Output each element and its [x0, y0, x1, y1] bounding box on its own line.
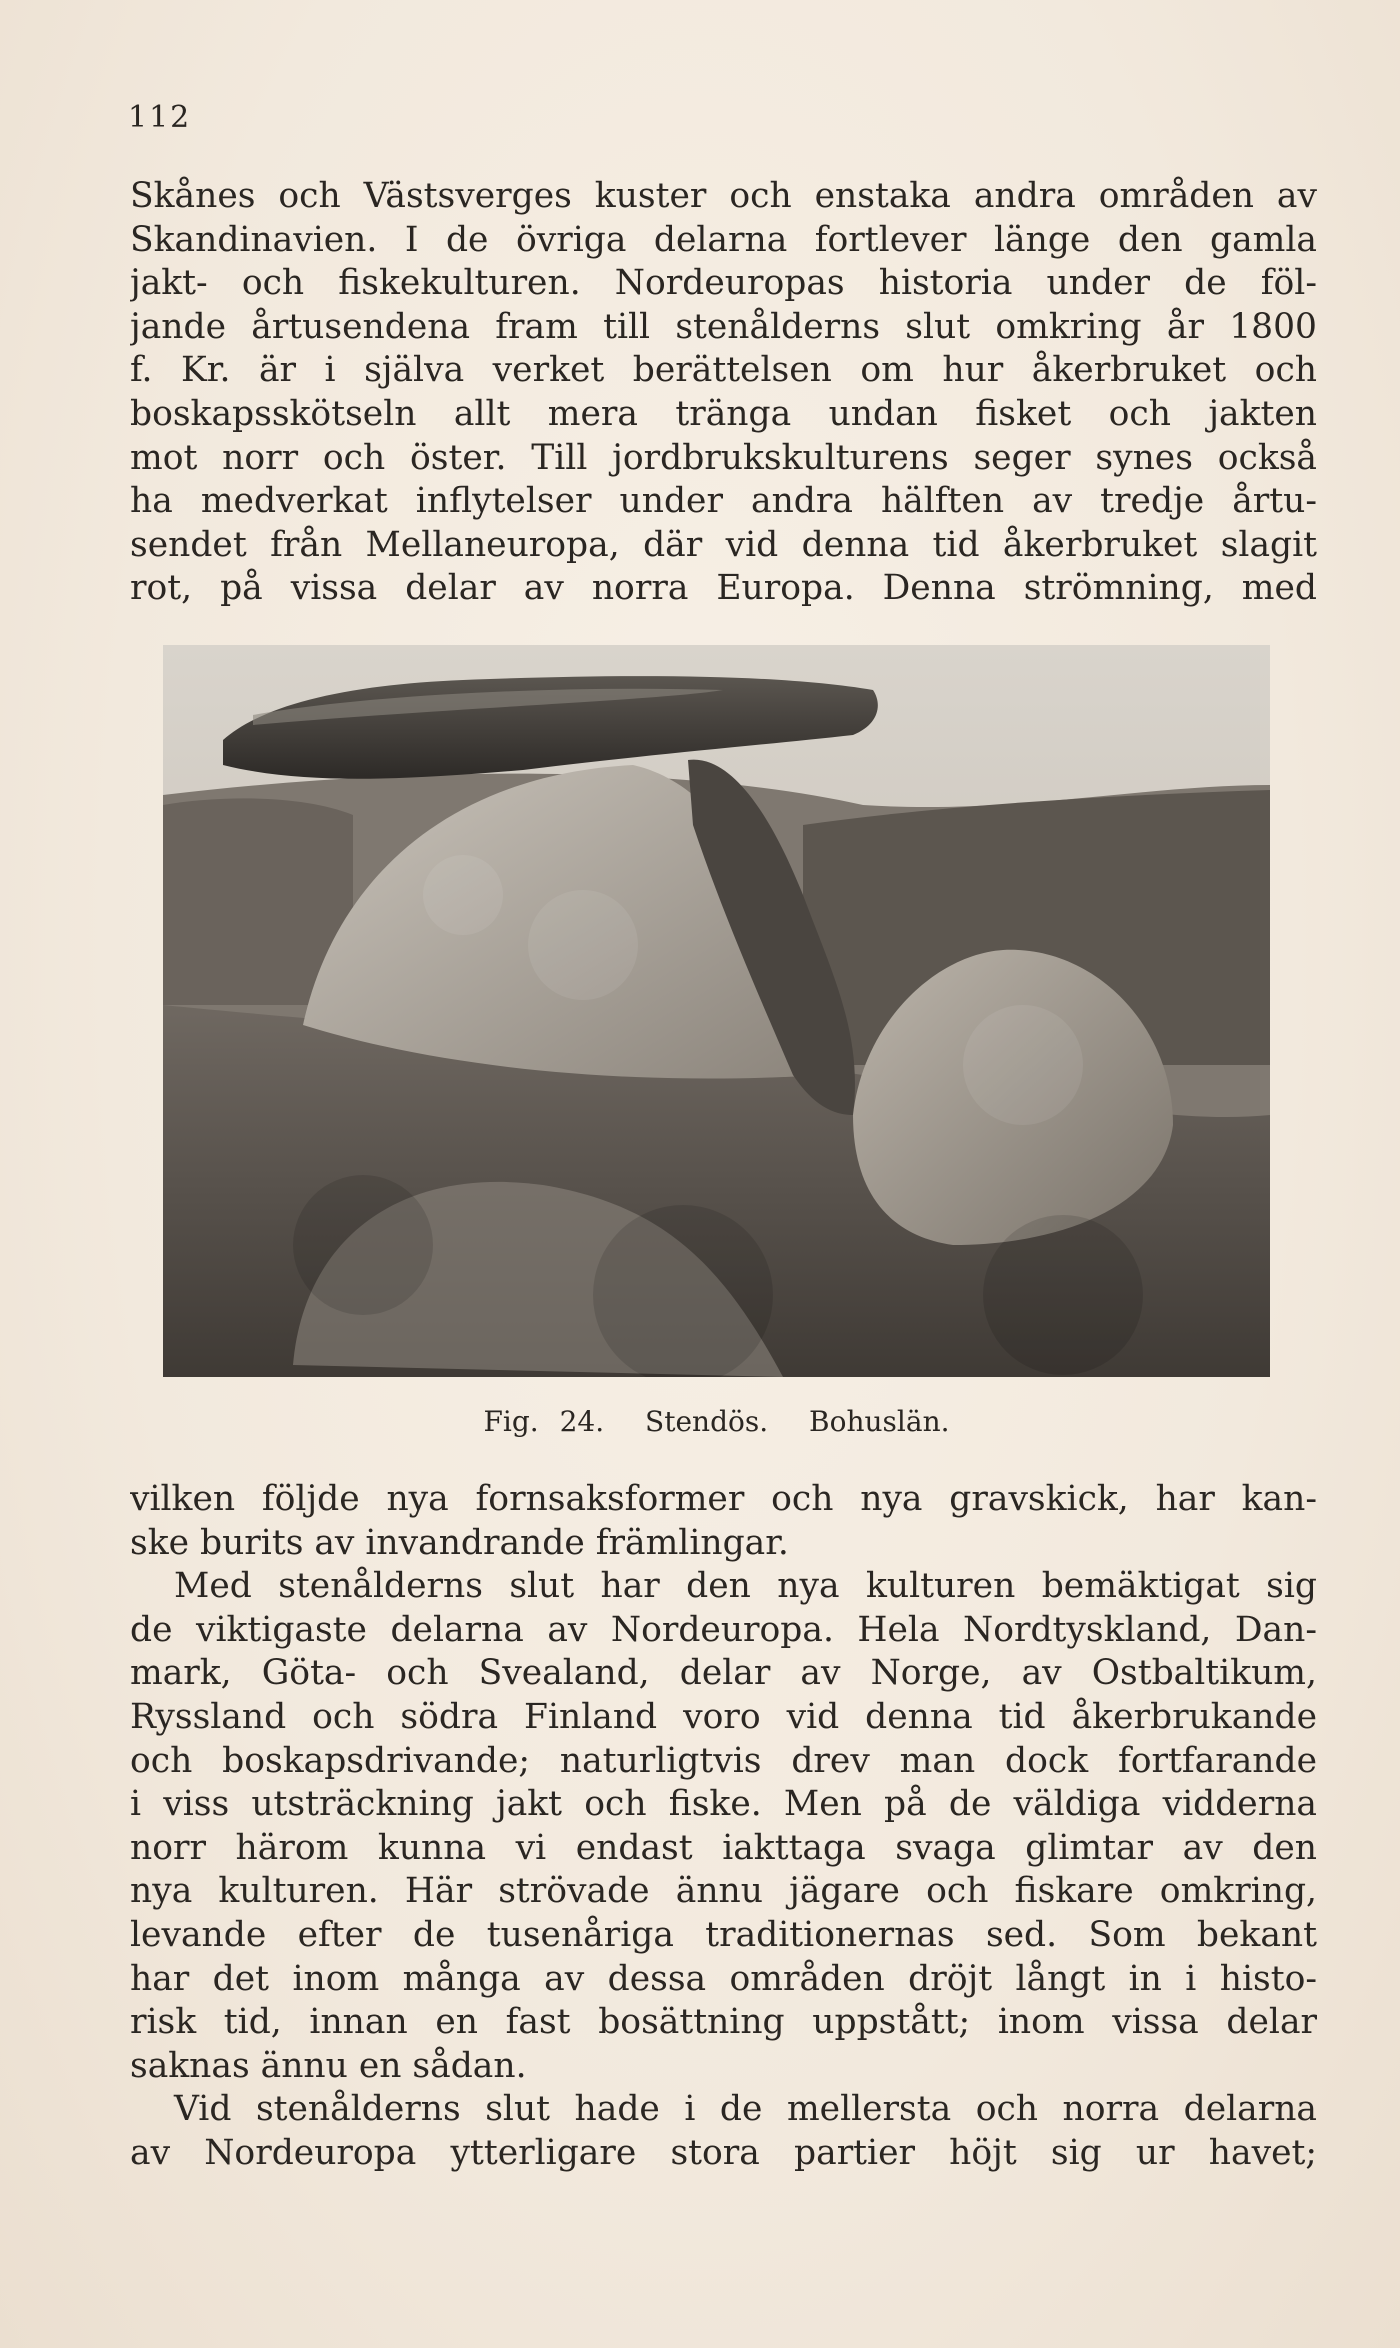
text-line: saknas ännu en sådan. — [130, 2045, 527, 2086]
text-line: har det inom många av dessa områden dröjt långt in i histo- — [130, 1958, 1317, 1999]
text-line: av Nordeuropa ytterligare stora partier höjt sig ur havet; — [130, 2132, 1317, 2173]
figure-title: Stendös. — [645, 1405, 769, 1438]
top-paragraph — [130, 175, 1317, 611]
text-line: jande årtusendena fram till stenålderns slut omkring år 1800 — [130, 306, 1317, 347]
text-line: sendet från Mellaneuropa, där vid denna tid åkerbruket slagit — [130, 524, 1317, 565]
page-number: 112 — [128, 100, 192, 135]
text-line: boskapsskötseln allt mera tränga undan fisket och jakten — [130, 393, 1317, 434]
text-line: mot norr och öster. Till jordbrukskulturens seger synes också — [130, 437, 1317, 478]
text-line: Skandinavien. I de övriga delarna fortlever länge den gamla — [130, 219, 1317, 260]
text-line: vilken följde nya fornsaksformer och nya gravskick, har kan- — [130, 1479, 1317, 1519]
text-line: norr härom kunna vi endast iakttaga svaga glimtar av den — [130, 1827, 1317, 1868]
text-line: mark, Göta- och Svealand, delar av Norge, av Ostbaltikum, — [130, 1653, 1317, 1694]
text-line: risk tid, innan en fast bosättning uppstått; inom vissa delar — [130, 2002, 1317, 2043]
bottom-text — [130, 1478, 1317, 2176]
text-line: levande efter de tusenåriga traditionernas sed. Som bekant — [130, 1914, 1317, 1955]
text-line: och boskapsdrivande; naturligtvis drev man dock fortfarande — [130, 1740, 1317, 1781]
text-line: jakt- och fiskekulturen. Nordeuropas historia under de föl- — [130, 263, 1317, 304]
text-line: Vid stenålderns slut hade i de mellersta och norra delarna — [174, 2089, 1317, 2130]
figure-caption — [163, 1405, 1270, 1438]
text-line: f. Kr. är i själva verket berättelsen om hur åkerbruket och — [130, 350, 1317, 391]
text-line: i viss utsträckning jakt och fiske. Men på de väldiga vidderna — [130, 1784, 1317, 1825]
text-line: ha medverkat inflytelser under andra hälften av tredje årtu- — [130, 481, 1317, 522]
figure-label: Fig. 24. — [483, 1405, 605, 1438]
text-line: rot, på vissa delar av norra Europa. Denna strömning, med — [130, 568, 1317, 609]
text-line: nya kulturen. Här strövade ännu jägare och fiskare omkring, — [130, 1871, 1317, 1912]
text-line: ske burits av invandrande främlingar. — [130, 1522, 789, 1563]
text-line: Ryssland och södra Finland voro vid denna tid åkerbrukande — [130, 1696, 1317, 1737]
text-line: de viktigaste delarna av Nordeuropa. Hela Nordtyskland, Dan- — [130, 1609, 1317, 1650]
figure-place: Bohuslän. — [809, 1405, 950, 1438]
dolmen-photograph — [163, 645, 1270, 1377]
text-line: Med stenålderns slut har den nya kulturen bemäktigat sig — [174, 1566, 1317, 1607]
text-line: Skånes och Västsverges kuster och enstaka andra områden av — [130, 176, 1317, 216]
